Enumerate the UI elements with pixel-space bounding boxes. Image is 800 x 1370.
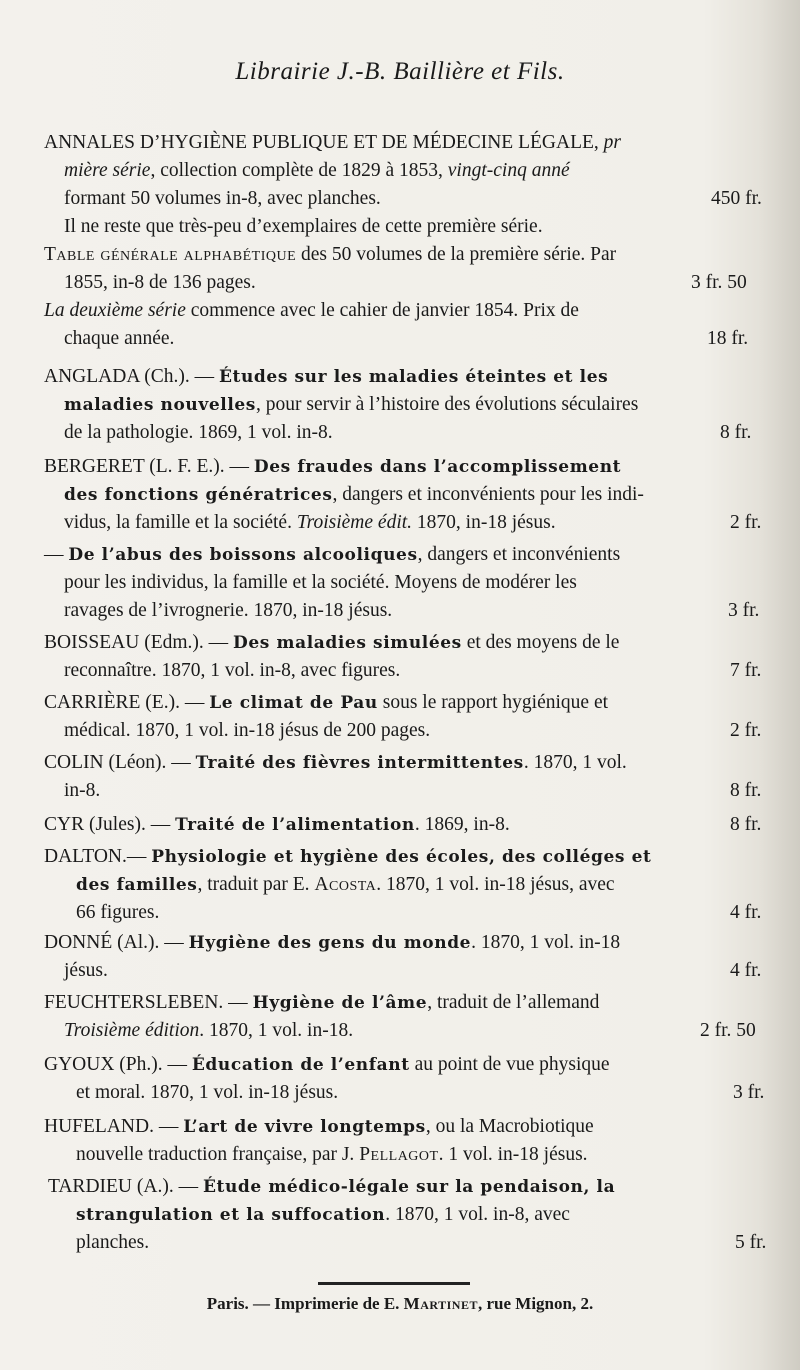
book-title: Études sur les maladies éteintes et les xyxy=(218,367,609,387)
line-text xyxy=(64,596,392,626)
text-segment: HUFELAND. — xyxy=(44,1116,184,1137)
text-segment: TARDIEU (A.). — xyxy=(48,1176,203,1197)
text-segment: planches. xyxy=(76,1232,150,1253)
line-text xyxy=(76,1140,588,1170)
catalog-line xyxy=(0,842,800,872)
price: 450 fr. xyxy=(711,188,762,209)
line-text xyxy=(64,776,100,806)
book-title: Traité de l’alimentation xyxy=(175,815,415,835)
imprint-suffix: , rue Mignon, 2. xyxy=(477,1294,594,1313)
catalog-line xyxy=(0,898,800,928)
catalog-line xyxy=(0,596,800,626)
book-title: des fonctions génératrices xyxy=(64,485,333,505)
line-text xyxy=(48,1172,615,1202)
book-title: maladies nouvelles xyxy=(64,395,256,415)
text-segment: , dangers et inconvénients pour les indi- xyxy=(332,484,644,505)
catalog-line xyxy=(0,212,800,242)
price: 2 fr. xyxy=(730,720,762,741)
italic-text: mière série xyxy=(64,160,151,181)
catalog-line xyxy=(0,1200,800,1230)
line-text xyxy=(64,184,381,214)
text-segment: . 1870, 1 vol. in-18. xyxy=(199,1020,354,1041)
book-title: L’art de vivre longtemps xyxy=(183,1117,426,1137)
line-text xyxy=(64,324,174,354)
italic-text: pr xyxy=(603,132,621,153)
line-text xyxy=(44,842,651,872)
line-text xyxy=(64,508,556,538)
line-text xyxy=(64,956,108,986)
catalog-line xyxy=(0,1172,800,1202)
line-text xyxy=(44,452,621,482)
footer-divider xyxy=(318,1282,470,1285)
book-title: De l’abus des boissons alcooliques xyxy=(68,545,418,565)
catalog-line xyxy=(0,688,800,718)
price: 18 fr. xyxy=(707,328,749,349)
text-segment: . 1 vol. in-18 jésus. xyxy=(438,1144,588,1165)
price: 8 fr. xyxy=(730,780,762,801)
line-text xyxy=(64,1016,353,1046)
line-text xyxy=(44,748,627,778)
line-text xyxy=(76,1078,338,1108)
text-segment: chaque année. xyxy=(64,328,175,349)
text-segment: . 1870, 1 vol. in-8, avec xyxy=(385,1204,570,1225)
catalog-line xyxy=(0,268,800,298)
catalog-line xyxy=(0,184,800,214)
line-text xyxy=(76,898,159,928)
book-title: Des maladies simulées xyxy=(233,633,462,653)
text-segment: , collection complète de 1829 à 1853, xyxy=(150,160,448,181)
book-title: Le climat de Pau xyxy=(209,693,378,713)
text-segment: reconnaître. 1870, 1 vol. in-8, avec figures. xyxy=(64,660,401,681)
catalog-line xyxy=(0,568,800,598)
line-text xyxy=(76,870,615,900)
book-title: Des fraudes dans l’accomplissement xyxy=(253,457,622,477)
catalog-line xyxy=(0,956,800,986)
text-segment: ANNALES D’HYGIÈNE PUBLIQUE ET DE MÉDECINE LÉGALE, xyxy=(44,132,604,153)
price: 3 fr. xyxy=(728,600,760,621)
text-segment: CARRIÈRE (E.). — xyxy=(44,692,210,713)
price: 4 fr. xyxy=(730,960,762,981)
line-text xyxy=(76,1228,149,1258)
line-text xyxy=(64,656,400,686)
price: 3 fr. xyxy=(733,1082,765,1103)
catalog-line xyxy=(0,324,800,354)
line-text xyxy=(64,156,570,186)
italic-text: vingt-cinq anné xyxy=(447,160,570,181)
text-segment: au point de vue physique xyxy=(409,1054,610,1075)
book-title: Hygiène des gens du monde xyxy=(188,933,472,953)
text-segment: , dangers et inconvénients xyxy=(417,544,621,565)
line-text xyxy=(44,628,619,658)
text-segment: , pour servir à l’histoire des évolutions séculaires xyxy=(255,394,639,415)
text-segment: ANGLADA (Ch.). — xyxy=(44,366,219,387)
text-segment: ravages de l’ivrognerie. 1870, in-18 jésus. xyxy=(64,600,393,621)
catalog-line xyxy=(0,628,800,658)
text-segment: , traduit par E. xyxy=(197,874,315,895)
text-segment: , ou la Macrobiotique xyxy=(425,1116,594,1137)
book-title: Physiologie et hygiène des écoles, des colléges et xyxy=(151,847,652,867)
catalog-line xyxy=(0,452,800,482)
book-title: Traité des fièvres intermittentes xyxy=(195,753,524,773)
catalog-line xyxy=(0,1112,800,1142)
book-title: des familles xyxy=(76,875,198,895)
line-text xyxy=(44,128,621,158)
imprint-prefix: Paris. — Imprimerie de E. xyxy=(206,1294,404,1313)
text-segment: vidus, la famille et la société. xyxy=(64,512,297,533)
catalog-line xyxy=(0,240,800,270)
text-segment: . 1869, in-8. xyxy=(414,814,510,835)
price: 2 fr. 50 xyxy=(700,1020,756,1041)
catalog-line xyxy=(0,540,800,570)
catalog-line xyxy=(0,1140,800,1170)
line-text xyxy=(64,268,256,298)
text-segment: COLIN (Léon). — xyxy=(44,752,196,773)
line-text xyxy=(64,212,543,242)
small-caps-text: Acosta xyxy=(314,874,377,895)
price: 8 fr. xyxy=(730,814,762,835)
line-text xyxy=(44,362,608,392)
catalog-line xyxy=(0,988,800,1018)
text-segment: FEUCHTERSLEBEN. — xyxy=(44,992,253,1013)
line-text xyxy=(44,928,620,958)
line-text xyxy=(44,540,620,570)
text-segment: 1855, in-8 de 136 pages. xyxy=(64,272,256,293)
catalog-line xyxy=(0,870,800,900)
text-segment: formant 50 volumes in-8, avec planches. xyxy=(64,188,381,209)
italic-text: La deuxième série xyxy=(44,300,186,321)
text-segment: DALTON.— xyxy=(44,846,152,867)
text-segment: de la pathologie. 1869, 1 vol. in-8. xyxy=(64,422,333,443)
line-text xyxy=(64,418,333,448)
line-text xyxy=(64,716,430,746)
line-text xyxy=(64,568,577,598)
publisher-header: Librairie J.-B. Baillière et Fils. xyxy=(235,58,565,85)
line-text xyxy=(44,1112,594,1142)
book-title: Éducation de l’enfant xyxy=(191,1055,410,1075)
catalog-line xyxy=(0,508,800,538)
text-segment: et des moyens de le xyxy=(461,632,620,653)
text-segment: . 1870, 1 vol. in-18 xyxy=(471,932,621,953)
text-segment: , traduit de l’allemand xyxy=(427,992,600,1013)
imprint-printer-name: Martinet xyxy=(403,1294,478,1313)
text-segment: . 1870, 1 vol. in-18 jésus, avec xyxy=(376,874,615,895)
line-text xyxy=(44,296,579,326)
book-title: Étude médico-légale sur la pendaison, la xyxy=(202,1177,616,1197)
text-segment: nouvelle traduction française, par J. xyxy=(76,1144,360,1165)
price: 4 fr. xyxy=(730,902,762,923)
catalog-line xyxy=(0,390,800,420)
catalog-line xyxy=(0,928,800,958)
printer-imprint xyxy=(0,1294,800,1314)
small-caps-text: Pellagot xyxy=(359,1144,439,1165)
text-segment: . 1870, 1 vol. xyxy=(523,752,627,773)
text-segment: médical. 1870, 1 vol. in-18 jésus de 200 pages. xyxy=(64,720,431,741)
catalog-line xyxy=(0,1050,800,1080)
line-text xyxy=(64,480,644,510)
book-title: Hygiène de l’âme xyxy=(252,993,428,1013)
line-text xyxy=(44,688,608,718)
text-segment: GYOUX (Ph.). — xyxy=(44,1054,192,1075)
catalog-line xyxy=(0,296,800,326)
small-caps-text: Table générale alphabétique xyxy=(44,244,297,265)
line-text xyxy=(44,240,616,270)
text-segment: des 50 volumes de la première série. Par xyxy=(296,244,617,265)
catalog-line xyxy=(0,128,800,158)
text-segment: BERGERET (L. F. E.). — xyxy=(44,456,254,477)
text-segment: Il ne reste que très-peu d’exemplaires de cette première série. xyxy=(64,216,543,237)
catalog-line xyxy=(0,1078,800,1108)
price: 8 fr. xyxy=(720,422,752,443)
catalog-line xyxy=(0,156,800,186)
italic-text: Troisième édit. xyxy=(296,512,413,533)
price: 2 fr. xyxy=(730,512,762,533)
book-title: strangulation et la suffocation xyxy=(76,1205,386,1225)
catalog-line xyxy=(0,748,800,778)
text-segment: in-8. xyxy=(64,780,101,801)
line-text xyxy=(76,1200,570,1230)
text-segment: CYR (Jules). — xyxy=(44,814,176,835)
text-segment: sous le rapport hygiénique et xyxy=(377,692,609,713)
text-segment: — xyxy=(44,544,69,565)
text-segment: commence avec le cahier de janvier 1854. Prix de xyxy=(185,300,579,321)
catalog-line xyxy=(0,480,800,510)
catalog-line xyxy=(0,716,800,746)
catalog-line xyxy=(0,418,800,448)
text-segment: pour les individus, la famille et la société. Moyens de modérer les xyxy=(64,572,577,593)
catalog-line xyxy=(0,1228,800,1258)
text-segment: jésus. xyxy=(64,960,108,981)
line-text xyxy=(44,1050,610,1080)
catalog-line xyxy=(0,362,800,392)
text-segment: 66 figures. xyxy=(76,902,160,923)
line-text xyxy=(64,390,638,420)
text-segment: DONNÉ (Al.). — xyxy=(44,932,189,953)
text-segment: BOISSEAU (Edm.). — xyxy=(44,632,234,653)
catalog-line xyxy=(0,656,800,686)
catalog-line xyxy=(0,810,800,840)
price: 7 fr. xyxy=(730,660,762,681)
catalog-line xyxy=(0,776,800,806)
italic-text: Troisième édition xyxy=(64,1020,200,1041)
price: 5 fr. xyxy=(735,1232,767,1253)
text-segment: et moral. 1870, 1 vol. in-18 jésus. xyxy=(76,1082,339,1103)
text-segment: 1870, in-18 jésus. xyxy=(412,512,556,533)
price: 3 fr. 50 xyxy=(691,272,747,293)
line-text xyxy=(44,988,599,1018)
line-text xyxy=(44,810,510,840)
catalog-line xyxy=(0,1016,800,1046)
